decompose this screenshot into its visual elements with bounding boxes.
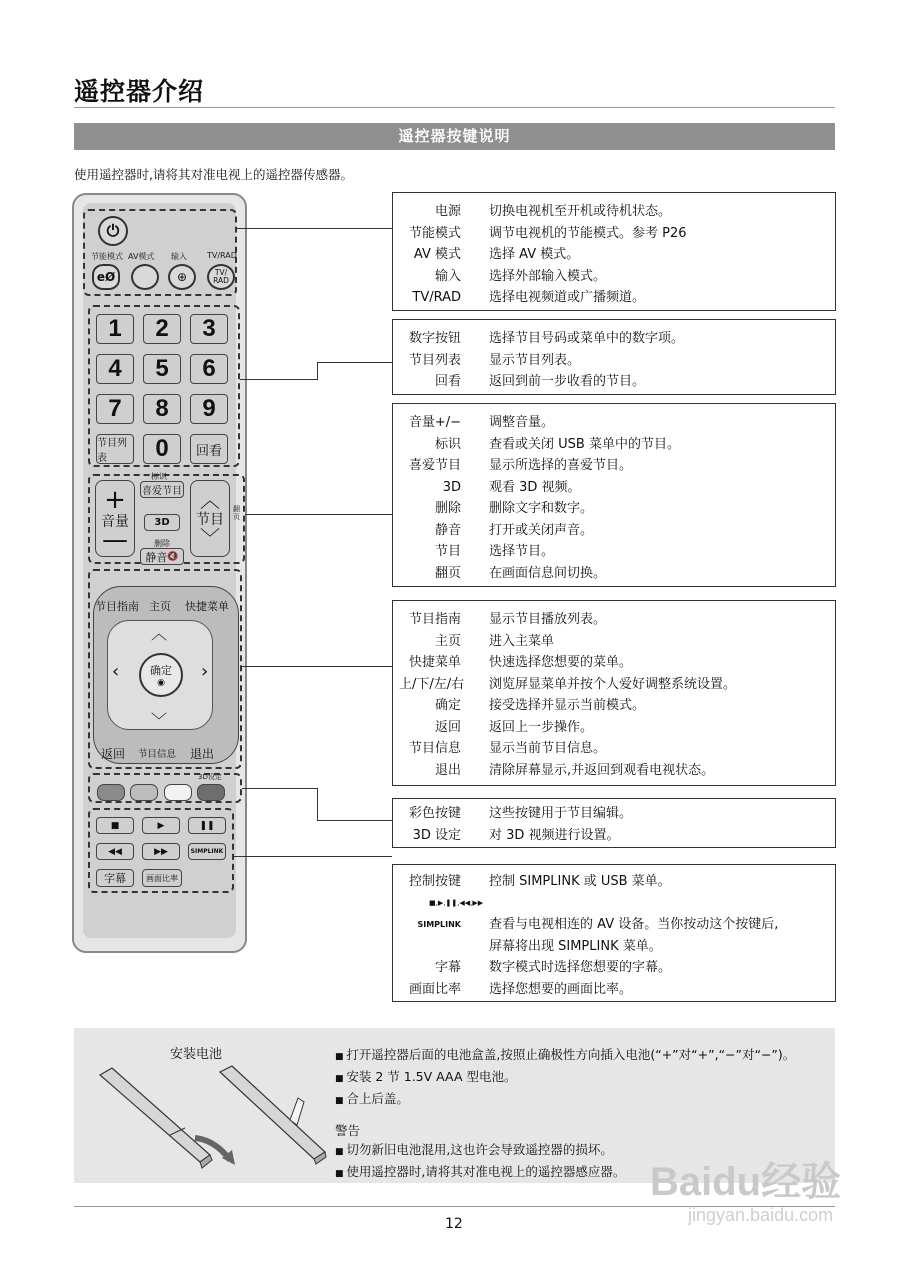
num-2-button[interactable]: 2 [143, 314, 181, 344]
color-button-1[interactable] [97, 784, 125, 801]
info-box-numbers [392, 319, 836, 395]
info-value: 进入主菜单 [489, 633, 555, 649]
info-row [399, 201, 829, 223]
quick-menu-button[interactable]: 快捷菜单 [185, 600, 229, 613]
bullet-icon: ■ [335, 1052, 347, 1062]
power-button[interactable] [98, 216, 128, 246]
ok-dot-icon: ◉ [157, 678, 165, 688]
info-key: 字幕 [434, 960, 461, 975]
info-row [399, 609, 829, 631]
chevron-down-icon: ﹀ [200, 525, 220, 550]
color-button-4[interactable] [197, 784, 225, 801]
info-value: 显示所选择的喜爱节目。 [489, 458, 633, 473]
info-row [399, 738, 829, 760]
label-input: 输入 [171, 252, 187, 261]
info-key: 删除 [434, 501, 461, 516]
info-row [399, 631, 829, 653]
info-row [399, 563, 829, 585]
info-value: 调节电视机的节能模式。参考 P26 [489, 225, 687, 241]
num-3-button[interactable]: 3 [190, 314, 228, 344]
info-value: 清除屏幕显示,并返回到观看电视状态。 [489, 762, 715, 778]
mute-label: 静音 [145, 550, 168, 564]
info-value: 对 3D 视频进行设置。 [489, 827, 620, 843]
plus-icon: + [104, 484, 126, 515]
info-value: 数字模式时选择您想要的字幕。 [489, 960, 672, 975]
left-arrow-icon[interactable]: ‹ [112, 661, 120, 682]
ratio-button[interactable]: 画面比率 [142, 869, 182, 887]
volume-label: 音量 [101, 513, 129, 530]
power-icon: ⏻ [106, 221, 120, 240]
mute-button[interactable] [140, 548, 184, 565]
info-value: 切换电视机至开机或待机状态。 [489, 204, 672, 219]
connector-5b [317, 788, 318, 820]
color-button-3[interactable] [164, 784, 192, 801]
bullet-icon: ■ [335, 1169, 347, 1179]
remote-back-2 [220, 1066, 326, 1164]
battery-step [335, 1067, 795, 1089]
info-row [399, 350, 829, 372]
connector-2c [317, 362, 392, 363]
info-row [399, 760, 829, 782]
info-row [399, 717, 829, 739]
info-row [399, 871, 829, 893]
info-value: 选择节目号码或菜单中的数字项。 [489, 331, 685, 346]
info-value: 返回上一步操作。 [489, 719, 594, 735]
info-box-power [392, 192, 836, 311]
channel-label: 节目 [196, 511, 224, 528]
bullet-icon: ■ [335, 1096, 347, 1106]
step-text: 打开遥控器后面的电池盒盖,按照止确极性方向插入电池(“+”对“+”,“−”对“−”)。 [346, 1047, 796, 1062]
num-6-button[interactable]: 6 [190, 354, 228, 384]
label-delete: 删除 [154, 539, 170, 548]
connector-5a [242, 788, 317, 789]
info-row [399, 914, 829, 936]
eco-icon: eØ [96, 270, 116, 284]
page-title: 遥控器介绍 [74, 77, 205, 106]
info-key: 退出 [434, 762, 461, 778]
connector-2b [317, 362, 318, 380]
num-9-button[interactable]: 9 [190, 394, 228, 424]
eco-button[interactable] [92, 264, 120, 290]
ok-button[interactable] [139, 653, 183, 697]
fav-button[interactable]: 喜爱节目 [140, 481, 184, 498]
info-key: 数字按钮 [408, 331, 461, 346]
info-key: 主页 [434, 633, 461, 649]
info-key: 节目指南 [408, 612, 461, 627]
watermark: Baidu经验 [650, 1160, 842, 1204]
stop-button[interactable] [96, 817, 134, 834]
warning-text: 使用遥控器时,请将其对准电视上的遥控器感应器。 [346, 1164, 626, 1179]
subtitle-button[interactable]: 字幕 [96, 869, 134, 887]
info-value: 屏幕将出现 SIMPLINK 菜单。 [489, 938, 662, 954]
info-row [399, 371, 829, 393]
info-value: 返回到前一步收看的节目。 [489, 374, 646, 389]
info-value: 选择 AV 模式。 [489, 247, 580, 262]
minus-icon: — [102, 524, 128, 555]
rewind-button[interactable] [96, 843, 134, 860]
info-value: 快速选择您想要的菜单。 [489, 655, 633, 670]
info-row [399, 652, 829, 674]
info-value [489, 893, 829, 915]
info-value: 删除文字和数字。 [489, 501, 594, 516]
bullet-icon: ■ [335, 1074, 347, 1084]
info-value: 选择您想要的画面比率。 [489, 981, 633, 997]
info-row [399, 541, 829, 563]
label-eco: 节能模式 [91, 252, 123, 261]
pause-icon: ❚❚ [199, 820, 215, 831]
info-row [399, 328, 829, 350]
ok-label: 确定 [150, 664, 172, 677]
return-button[interactable]: 返回 [101, 747, 126, 761]
battery-title: 安装电池 [170, 1047, 223, 1062]
info-value: 查看与电视相连的 AV 设备。当你按动这个按键后, [489, 917, 779, 932]
info-key: 上/下/左/右 [399, 676, 465, 692]
info-key: 彩色按键 [408, 806, 461, 821]
list-button[interactable]: 节目列表 [96, 434, 134, 464]
connector-1 [237, 228, 392, 229]
info-key: 输入 [434, 268, 461, 284]
info-row [399, 244, 829, 266]
info-key: 控制按键 [408, 874, 461, 889]
info-key: 画面比率 [408, 981, 461, 997]
info-row [399, 455, 829, 477]
info-key: 节能模式 [408, 225, 461, 241]
info-row [399, 266, 829, 288]
input-button[interactable] [168, 264, 196, 290]
info-box-color [392, 798, 836, 848]
fast-forward-button[interactable] [142, 843, 180, 860]
warning-title: 警告 [335, 1123, 361, 1138]
mute-icon: 🔇 [167, 551, 179, 562]
num-5-button[interactable]: 5 [143, 354, 181, 384]
info-button[interactable]: 节目信息 [138, 749, 177, 760]
info-row [399, 979, 829, 1001]
watermark-url: jingyan.baidu.com [688, 1205, 834, 1225]
info-key: 3D [442, 479, 461, 495]
info-row [399, 893, 829, 915]
connector-6 [234, 856, 392, 857]
info-value: 显示节目列表。 [489, 352, 581, 368]
connector-2a [240, 379, 317, 380]
simplink-button[interactable]: SIMPLINK [188, 843, 226, 860]
info-value: 观看 3D 视频。 [489, 479, 581, 495]
info-value: 选择外部输入模式。 [489, 268, 607, 284]
page-number: 12 [445, 1216, 463, 1232]
info-key: 回看 [434, 374, 461, 389]
connector-5c [317, 820, 392, 821]
info-key: 翻页 [434, 565, 461, 581]
info-value: 控制 SIMPLINK 或 USB 菜单。 [489, 874, 671, 889]
info-box-control [392, 864, 836, 1002]
info-key: 静音 [434, 522, 461, 538]
info-value: 浏览屏显菜单并按个人爱好调整系统设置。 [489, 676, 737, 692]
num-4-button[interactable]: 4 [96, 354, 134, 384]
channel-rocker[interactable] [190, 480, 230, 557]
chevron-up-icon: ︿ [200, 487, 220, 512]
num-8-button[interactable]: 8 [143, 394, 181, 424]
intro-text: 使用遥控器时,请将其对准电视上的遥控器传感器。 [74, 167, 353, 182]
info-box-navigation [392, 600, 836, 786]
info-key [399, 936, 489, 958]
label-av: AV模式 [128, 252, 155, 261]
info-key: 快捷菜单 [408, 655, 461, 670]
info-key: TV/RAD [412, 290, 461, 305]
stop-icon: ■ [110, 820, 120, 831]
label-3d-setting: 3D设定 [198, 773, 222, 781]
info-row [399, 434, 829, 456]
bullet-icon: ■ [335, 1147, 347, 1157]
info-row [399, 825, 829, 847]
pause-button[interactable] [188, 817, 226, 834]
simplink-logo: SIMPLINK [417, 920, 461, 929]
info-value: 在画面信息间切换。 [489, 565, 607, 581]
color-button-2[interactable] [130, 784, 158, 801]
info-key: 节目 [434, 544, 461, 559]
back-view-button[interactable]: 回看 [190, 434, 228, 464]
num-1-button[interactable]: 1 [96, 314, 134, 344]
connector-3 [245, 514, 392, 515]
info-key: 节目信息 [408, 741, 461, 756]
info-key: AV 模式 [413, 247, 461, 262]
info-row [399, 287, 829, 309]
num-0-button[interactable]: 0 [143, 434, 181, 464]
battery-step [335, 1045, 795, 1067]
info-row [399, 223, 829, 245]
label-mark: 标识 [151, 472, 167, 481]
section-banner: 遥控器按键说明 [74, 123, 835, 150]
info-row [399, 498, 829, 520]
num-7-button[interactable]: 7 [96, 394, 134, 424]
three-d-button[interactable]: 3D [144, 514, 180, 531]
play-icon: ▶ [157, 820, 165, 831]
info-value: 显示当前节目信息。 [489, 741, 607, 756]
info-value: 调整音量。 [489, 415, 555, 430]
fast-forward-icon: ▶▶ [154, 846, 168, 857]
info-row [399, 674, 829, 696]
right-arrow-icon[interactable]: › [201, 661, 209, 682]
guide-button[interactable]: 节目指南 [95, 600, 139, 613]
label-tvrad: TV/RAD [207, 251, 237, 260]
info-key: 确定 [434, 698, 461, 713]
home-button[interactable]: 主页 [149, 600, 171, 613]
info-value: 查看或关闭 USB 菜单中的节目。 [489, 436, 680, 452]
info-value: 选择电视频道或广播频道。 [489, 290, 646, 305]
info-key: 标识 [434, 436, 461, 452]
step-text: 合上后盖。 [346, 1091, 409, 1106]
warning-text: 切勿新旧电池混用,这也许会导致遥控器的损坏。 [346, 1142, 613, 1157]
info-row [399, 936, 829, 958]
info-row [399, 695, 829, 717]
info-value: 这些按键用于节目编辑。 [489, 806, 633, 821]
info-key: 喜爱节目 [408, 458, 461, 473]
label-page: 翻页 [233, 505, 240, 521]
info-row [399, 803, 829, 825]
info-key: 3D 设定 [412, 827, 461, 843]
info-value: 显示节目播放列表。 [489, 612, 607, 627]
av-mode-button[interactable] [131, 264, 159, 290]
info-value: 打开或关闭声音。 [489, 522, 594, 538]
info-row [399, 520, 829, 542]
info-key: 音量+/− [408, 415, 461, 430]
battery-step [335, 1089, 795, 1111]
step-text: 安装 2 节 1.5V AAA 型电池。 [346, 1069, 517, 1084]
info-value: 接受选择并显示当前模式。 [489, 698, 646, 713]
info-row [399, 957, 829, 979]
exit-button[interactable]: 退出 [190, 747, 215, 761]
remote-back-1 [100, 1068, 212, 1168]
title-divider [74, 107, 835, 108]
control-icons: ■,▶,❚❚,◀◀,▶▶ [429, 898, 484, 907]
info-key: 返回 [434, 719, 461, 735]
info-value: 选择节目。 [489, 544, 555, 559]
rewind-icon: ◀◀ [108, 846, 122, 857]
volume-rocker[interactable] [95, 480, 135, 557]
tvrad-button[interactable]: TV/ RAD [207, 264, 235, 290]
connector-4 [242, 666, 392, 667]
battery-remote-illustration [90, 1060, 330, 1175]
info-box-volume [392, 403, 836, 587]
input-icon: ⊕ [176, 270, 188, 284]
info-row [399, 412, 829, 434]
play-button[interactable] [142, 817, 180, 834]
info-key: 电源 [434, 204, 461, 219]
up-arrow-icon[interactable]: ︿ [151, 624, 168, 643]
info-row [399, 477, 829, 499]
down-arrow-icon[interactable]: ﹀ [151, 711, 168, 730]
info-key: 节目列表 [408, 352, 461, 368]
